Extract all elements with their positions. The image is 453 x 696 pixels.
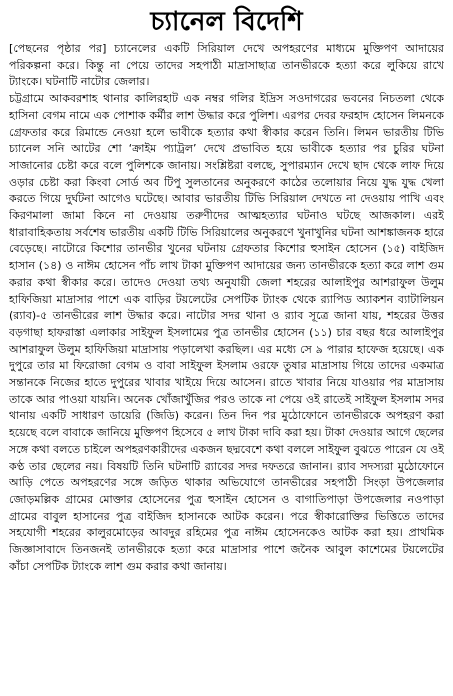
continued-from-label: [পেছনের পৃষ্ঠার পর] [9,42,107,55]
headline: চ্যানেল বিদেশি [150,7,303,37]
article-paragraph-2: চট্টগ্রামে আকবরশাহ থানার কালিরহাট এক নম্বর গলির ইদ্রিস সওদাগরের ভবনের নিচতলা থেকে হাসিনা বেগম নামে এক পোশাক কর্মীর লাশ উদ্ধার করে পুলিশ। এরপর দেবর ফরহাদ হোসেন লিমনকে গ্রেফতার করে রিমান্ডে নেওয়া হলে ভাবীকে হত্যার কথা স্বীকার করেন তিনি। লিমন ভারতীয় টিভি চ্যানেল সনি আটের শো ‘ক্রাইম প্যাট্রল’ দেখে প্রভাবিত হয়ে ভাবীকে হত্যার পর চুরির ঘটনা সাজানোর চেষ্টা করে বলে পুলিশকে জানায়। সংশ্লিষ্টরা বলছে, সুপারম্যান দেখে ছাদ থেকে লাফ দিয়ে ওড়ার চেষ্টা করা কিংবা সোর্ড অব টিপু সুলতানের অনুকরণে কাঠের তলোয়ার নিয়ে যুদ্ধ যুদ্ধ খেলা করতে গিয়ে দুর্ঘটনা আগেও ঘটেছে। আবার ভারতীয় টিভি সিরিয়াল দেখতে না দেওয়ায় পাখি এবং কিরণমালা জামা কিনে না দেওয়ায় তরুণীদের আত্মহত্যার ঘটনাও ঘটছে আজকাল। এরই ধারাবাহিকতায় সর্বশেষ ভারতীয় একটি টিভি সিরিয়ালের অনুকরণে খুনাখুনির ঘটনা আশঙ্কাজনক হারে বেড়েছে। নাটোরে কিশোর তানভীর খুনের ঘটনায় গ্রেফতার কিশোর হুসাইন হোসেন (১৫) বাইজিদ হাসান (১৪) ও নাঈম হোসেন পাঁচ লাখ টাকা মুক্তিপণ আদায়ের জন্য তানভীরকে হত্যা করে লাশ গুম করার কথা স্বীকার করে। তাদেও দেওয়া তথ্য অনুযায়ী জেলা শহরের আলাইপুর আশরাফুল উলুম হাফিজিয়া মাদ্রাসার পাশে এক বাড়ির টয়লেটের সেপটিক ট্যাংক থেকে র‌্যাপিড অ্যাকশন ব্যাটালিয়ন (র‌্যাব)-৫ তানভীরের লাশ উদ্ধার করে। নাটোর সদর থানা ও র‌্যাব সূত্রে জানা যায়, শহরের উত্তর বড়গাছা হাফরাস্তা এলাকার সাইফুল ইসলামের পুত্র তানভীর হোসেন (১১) চার বছর ধরে আলাইপুর আশরাফুল উলুম হাফিজিয়া মাদ্রাসায় পড়ালেখা করছিল। এর মধ্যে সে ৯ পারার হাফেজ হয়েছে। এক দুপুরে তার মা ফিরোজা বেগম ও বাবা সাইফুল ইসলাম ওরফে তুষার মাদ্রাসায় গিয়ে তাদের একমাত্র সন্তানকে নিজের হাতে দুপুরের খাবার খাইয়ে দিয়ে আসেন। রাতে খাবার নিয়ে যাওয়ার পর মাদ্রাসায় তাকে আর পাওয়া যায়নি। অনেক খোঁজাখুঁজির পরও তাকে না পেয়ে ওই রাতেই সাইফুল ইসলাম সদর থানায় একটি সাধারণ ডায়েরি (জিডি) করেন। তিন দিন পর মুঠোফোনে তানভীরকে অপহরণ করা হয়েছে বলে বাবাকে জানিয়ে মুক্তিপণ হিসেবে ৫ লাখ টাকা দাবি করা হয়। টাকা দেওয়ার আগে ছেলের সঙ্গে কথা বলতে চাইলে অপহরণকারীদের একজন ছদ্মবেশে কথা বললে সাইফুল বুঝতে পারেন যে ওই কণ্ঠ তার ছেলের নয়। বিষয়টি তিনি ঘটনাটি র‌্যাবের সদর দফতরে জানান। র‌্যাব সদস্যরা মুঠোফোনে আড়ি পেতে অপহরণের সঙ্গে জড়িত থাকার অভিযোগে তানভীরের সহপাঠী সিংড়া উপজেলার জোড়মল্লিক গ্রামের মোক্তার হোসেনের পুত্র হুসাইন হোসেন ও বাগাতিপাড়া উপজেলার নওপাড়া গ্রামের বাবুল হাসানের পুত্র বাইজিদ হাসানকে আটক করেন। পরে স্বীকারোক্তির ভিত্তিতে তাদের সহযোগী শহরের কালুরমোড়ের আবদুর রহিমের পুত্র নাঈম হোসেনকেও আটক করা হয়। প্রাথমিক জিজ্ঞাসাবাদে তিনজনই তানভীরকে হত্যা করে মাদ্রাসার পাশে জনৈক আবুল কাশেমের টয়লেটের কাঁচা সেপটিক ট্যাংকে লাশ গুম করার কথা জানায়। [9,92,444,573]
article-paragraph-1-text: চ্যানেলের একটি সিরিয়াল দেখে অপহরণের মাধ্যমে মুক্তিপণ আদায়ের পরিকল্পনা করে। কিন্তু না পেয়ে তাদের সহপাঠী মাদ্রাসাছাত্র তানভীরকে হত্যা করে লুকিয়ে রাখে ট্যাংকে। ঘটনাটি নাটোর জেলার। [9,42,444,89]
article-paragraph-1 [9,41,444,91]
article-body [9,41,444,691]
